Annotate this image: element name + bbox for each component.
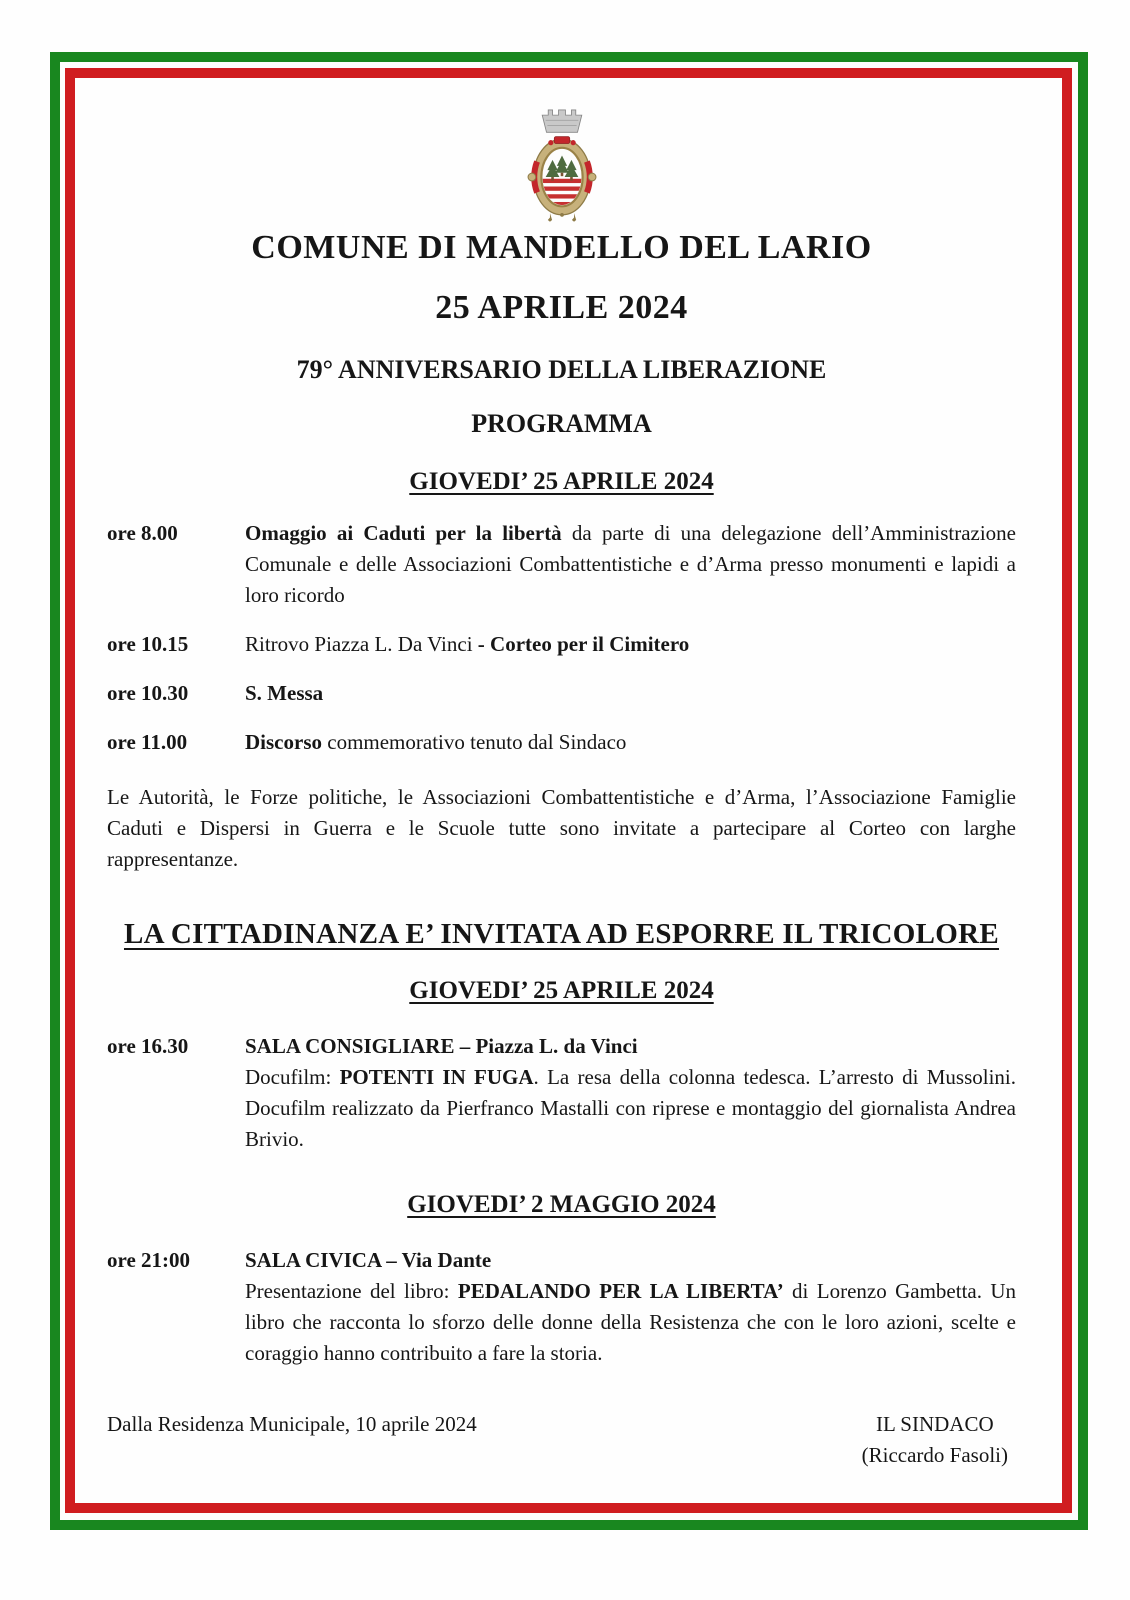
event-time: ore 8.00 (107, 521, 178, 545)
event-row-ore-1015 (107, 629, 1016, 660)
programma-heading: PROGRAMMA (471, 409, 652, 438)
event-time: ore 16.30 (107, 1034, 189, 1058)
event-description (245, 629, 1016, 660)
page-date: 25 APRILE 2024 (435, 289, 688, 326)
tricolore-banner: LA CITTADINANZA E’ INVITATA AD ESPORRE IL TRICOLORE (123, 918, 1000, 950)
event-time: ore 10.15 (107, 632, 189, 656)
event-rest-text: di Lorenzo Gambetta. Un libro che racconta lo sforzo delle donne della Resistenza che con le loro azioni, scelte e coraggio hanno contribuito a fare la storia. (245, 1279, 1017, 1365)
signature-name: (Riccardo Fasoli) (861, 1443, 1008, 1467)
event-bold-text: PEDALANDO PER LA LIBERTA’ (457, 1279, 784, 1303)
event-detail (245, 1062, 1016, 1155)
municipal-coat-of-arms-icon (519, 108, 605, 222)
event-bold-text: Omaggio ai Caduti per la libertà (245, 521, 562, 545)
event-row-ore-1030 (107, 678, 1016, 709)
footer-dateline: Dalla Residenza Municipale, 10 aprile 2024 (107, 1412, 477, 1436)
day-heading-25-aprile-2: GIOVEDI’ 25 APRILE 2024 (409, 977, 714, 1004)
event-time: ore 21:00 (107, 1248, 191, 1272)
event-bold-text: S. Messa (245, 681, 324, 705)
event-rest-text: commemorativo tenuto dal Sindaco (322, 730, 627, 754)
event-time: ore 11.00 (107, 730, 188, 754)
event-row-ore-2100 (107, 1245, 1016, 1369)
event-venue: SALA CONSIGLIARE – Piazza L. da Vinci (245, 1034, 638, 1058)
day-heading-2-maggio: GIOVEDI’ 2 MAGGIO 2024 (407, 1191, 716, 1218)
flyer-content (107, 0, 1016, 1471)
event-description (245, 727, 1016, 758)
event-time: ore 10.30 (107, 681, 189, 705)
event-plain-text: Ritrovo Piazza L. Da Vinci (245, 632, 478, 656)
event-rest-text: . La resa della colonna tedesca. L’arresto di Mussolini. Docufilm realizzato da Pierfranco Mastalli con riprese e montaggio del giornalista Andrea Brivio. (245, 1065, 1016, 1151)
signature-block (862, 1409, 1016, 1471)
page-title: COMUNE DI MANDELLO DEL LARIO (251, 229, 872, 266)
event-venue: SALA CIVICA – Via Dante (245, 1248, 492, 1272)
participation-notice: Le Autorità, le Forze politiche, le Associazioni Combattentistiche e d’Arma, l’Associazione Famiglie Caduti e Dispersi in Guerra e le Scuole tutte sono invitate a partecipare al Corteo con larghe rappresentanze. (107, 785, 1016, 871)
event-description (245, 678, 1016, 709)
signature-title: IL SINDACO (875, 1412, 994, 1436)
event-row-ore-1630 (107, 1031, 1016, 1155)
footer (107, 1409, 1016, 1471)
event-detail (245, 1276, 1016, 1369)
event-description (245, 1245, 1016, 1369)
anniversary-subtitle: 79° ANNIVERSARIO DELLA LIBERAZIONE (296, 355, 827, 384)
event-plain-text: Docufilm: (245, 1065, 340, 1089)
event-row-ore-8 (107, 518, 1016, 611)
event-bold-text: POTENTI IN FUGA (339, 1065, 534, 1089)
event-row-ore-1100 (107, 727, 1016, 758)
event-plain-text: Presentazione del libro: (245, 1279, 458, 1303)
event-description (245, 518, 1016, 611)
day-heading-25-aprile: GIOVEDI’ 25 APRILE 2024 (409, 468, 714, 495)
event-description (245, 1031, 1016, 1155)
event-rest-text: da parte di una delegazione dell’Amministrazione Comunale e delle Associazioni Combattentistiche e d’Arma presso monumenti e lapidi a loro ricordo (245, 521, 1016, 607)
event-bold-text: Discorso (245, 730, 322, 754)
event-bold-text: - Corteo per il Cimitero (477, 632, 690, 656)
